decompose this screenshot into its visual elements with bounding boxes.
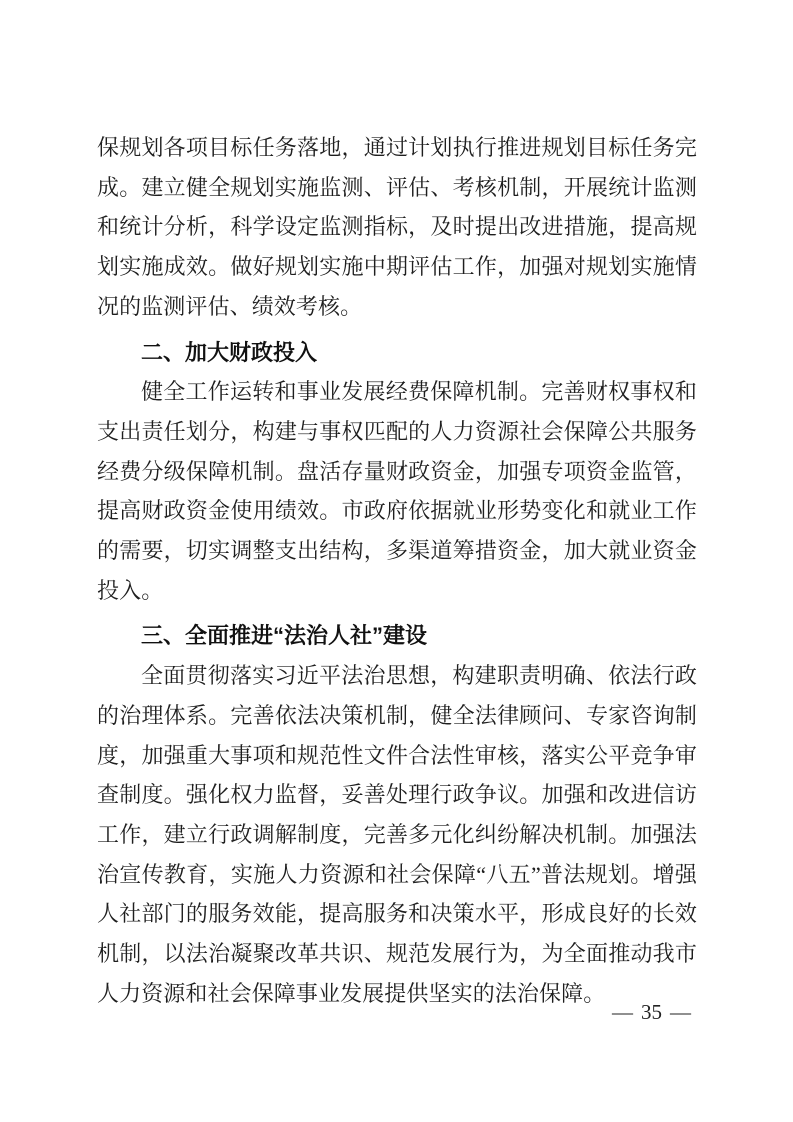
page-number-dash-left: — [612,1000,633,1024]
paragraph-rule-of-law: 全面贯彻落实习近平法治思想，构建职责明确、依法行政的治理体系。完善依法决策机制，健全法律顾问、专家咨询制度，加强重大事项和规范性文件合法性审核，落实公平竞争审查制度。强化权力监督，妥善处理行政争议。加强和改进信访工作，建立行政调解制度，完善多元化纠纷解决机制。加强法治宣传教育，实施人力资源和社会保障“八五”普法规划。增强人社部门的服务效能，提高服务和决策水平，形成良好的长效机制，以法治凝聚改革共识、规范发展行为，为全面推动我市人力资源和社会保障事业发展提供坚实的法治保障。 [97,663,697,1006]
paragraph-fiscal-investment: 健全工作运转和事业发展经费保障机制。完善财权事权和支出责任划分，构建与事权匹配的人力资源社会保障公共服务经费分级保障机制。盘活存量财政资金，加强专项资金监管，提高财政资金使用绩效。市政府依据就业形势变化和就业工作的需要，切实调整支出结构，多渠道筹措资金，加大就业资金投入。 [97,379,697,603]
page-number [610,1000,693,1025]
section-heading-fiscal-investment: 二、加大财政投入 [141,339,318,365]
section-heading-rule-of-law: 三、全面推进“法治人社”建设 [141,623,428,649]
page-body [97,128,697,1013]
page-number-dash-right: — [670,1000,691,1024]
paragraph-plan-implementation: 保规划各项目标任务落地，通过计划执行推进规划目标任务完成。建立健全规划实施监测、评估、考核机制，开展统计监测和统计分析，科学设定监测指标，及时提出改进措施，提高规划实施成效。做好规划实施中期评估工作，加强对规划实施情况的监测评估、绩效考核。 [97,135,697,319]
page-number-value: 35 [641,1000,662,1024]
